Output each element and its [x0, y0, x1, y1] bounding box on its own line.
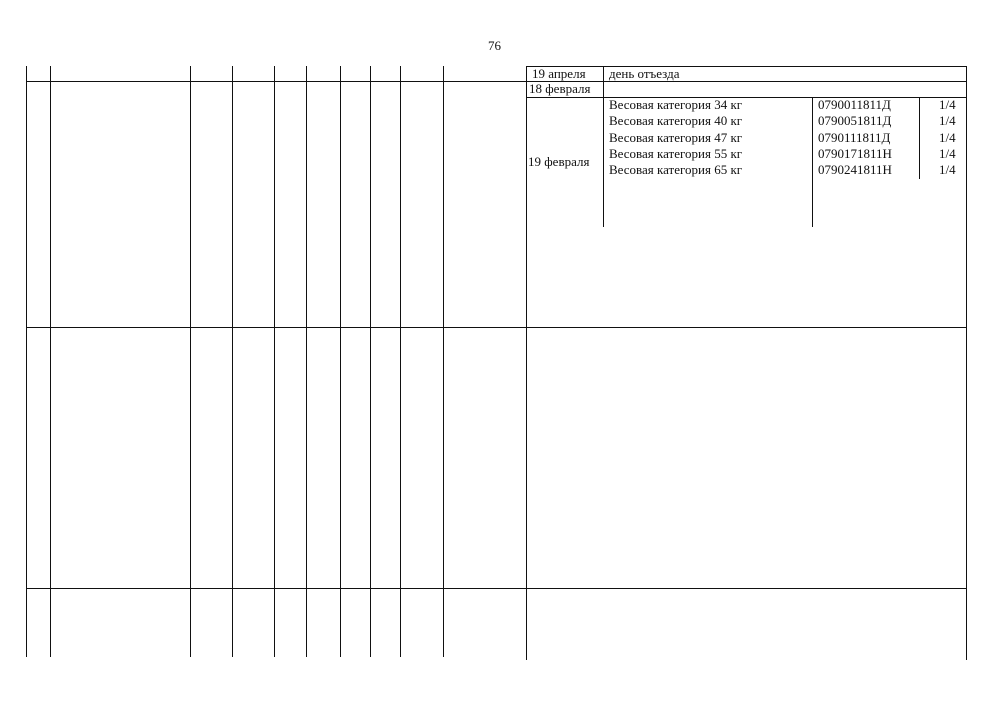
date-cell: 19 апреля [532, 66, 586, 81]
row19-top-line [26, 588, 966, 589]
category-fraction: 1/4 [939, 145, 956, 161]
table-top-line [526, 66, 966, 67]
page-number: 76 [488, 38, 501, 53]
col-line-8 [400, 66, 401, 657]
category-code: 0790241811Н [818, 162, 892, 178]
date-cell: 19 февраля [528, 154, 590, 170]
col-line-1 [50, 66, 51, 657]
sched-line [812, 97, 813, 227]
category-fraction: 1/4 [939, 97, 956, 112]
category-code: 0790111811Д [818, 129, 891, 145]
date-cell: 18 февраля [529, 81, 591, 96]
weight-category: Весовая категория 65 кг [609, 162, 743, 178]
weight-category: Весовая категория 34 кг [609, 97, 743, 112]
category-fraction: 1/4 [939, 129, 956, 145]
col-line-6 [340, 66, 341, 657]
col-line-2 [190, 66, 191, 657]
col-line-0 [26, 66, 27, 657]
row18-top-line [26, 327, 966, 328]
event-cell: день отъезда [609, 66, 680, 81]
sched-line [919, 97, 920, 179]
category-fraction: 1/4 [939, 113, 956, 129]
col-line-10 [526, 66, 527, 660]
weight-category: Весовая категория 47 кг [609, 129, 743, 145]
col-line-5 [306, 66, 307, 657]
col-line-7 [370, 66, 371, 657]
col-line-4 [274, 66, 275, 657]
category-code: 0790051811Д [818, 113, 892, 129]
sched-line [603, 97, 604, 227]
row17-top-line [26, 81, 966, 82]
category-code: 0790171811Н [818, 145, 892, 161]
category-code: 0790011811Д [818, 97, 891, 112]
sched-line [603, 66, 604, 97]
sched-rule [526, 97, 966, 98]
col-line-right [966, 66, 967, 660]
weight-category: Весовая категория 40 кг [609, 113, 743, 129]
col-line-9 [443, 66, 444, 657]
weight-category: Весовая категория 55 кг [609, 145, 743, 161]
category-fraction: 1/4 [939, 162, 956, 178]
col-line-3 [232, 66, 233, 657]
